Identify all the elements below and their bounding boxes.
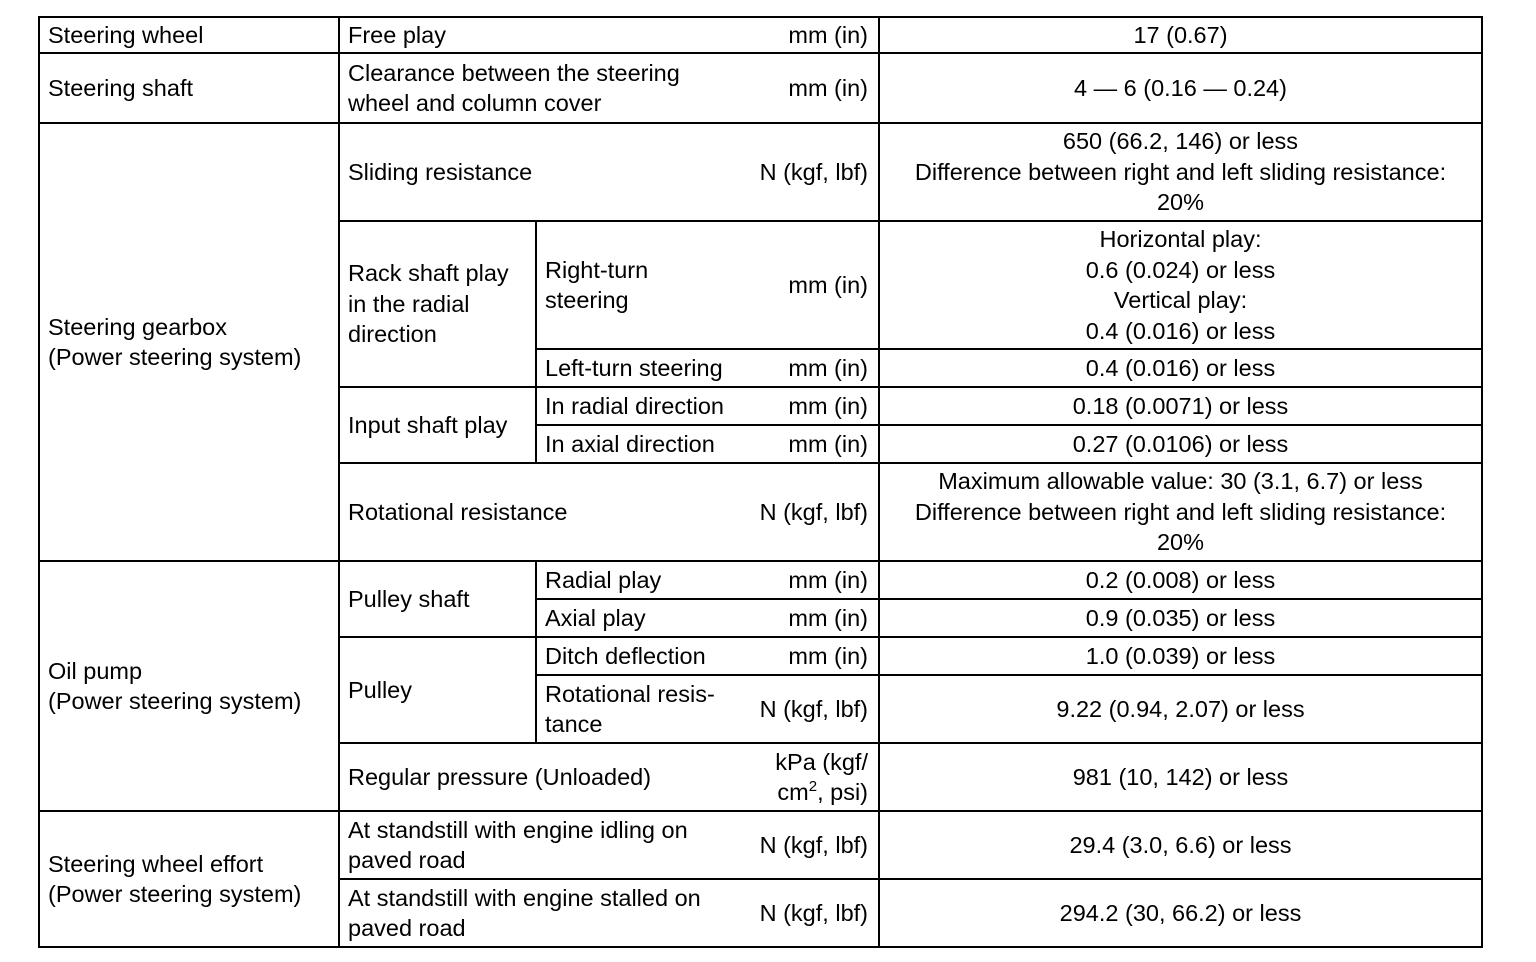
group-cell: Pulley shaft xyxy=(339,561,536,637)
description-cell: Regular pressure (Unloaded) xyxy=(339,743,751,811)
value-cell: 0.9 (0.035) or less xyxy=(879,599,1482,637)
unit-cell: mm (in) xyxy=(751,17,879,53)
unit-cell: mm (in) xyxy=(751,637,879,675)
description-cell: In axial direction xyxy=(536,425,751,463)
description-cell: Radial play xyxy=(536,561,751,599)
group-cell: Input shaft play xyxy=(339,387,536,463)
description-cell: Right-turn steering xyxy=(536,221,751,349)
unit-cell: N (kgf, lbf) xyxy=(751,463,879,561)
value-cell: 0.4 (0.016) or less xyxy=(879,349,1482,387)
value-cell: 1.0 (0.039) or less xyxy=(879,637,1482,675)
spec-table xyxy=(38,16,1483,948)
item-cell: Steering wheel effort (Power steering system) xyxy=(39,811,339,947)
description-cell: Free play xyxy=(339,17,751,53)
description-cell: Rotational resistance xyxy=(339,463,751,561)
unit-cell: mm (in) xyxy=(751,349,879,387)
description-cell: Axial play xyxy=(536,599,751,637)
description-cell: Rotational resis- tance xyxy=(536,675,751,743)
unit-cell: N (kgf, lbf) xyxy=(751,123,879,221)
value-cell: Maximum allowable value: 30 (3.1, 6.7) or less Difference between right and left sliding resistance: 20% xyxy=(879,463,1482,561)
item-cell: Steering gearbox (Power steering system) xyxy=(39,123,339,561)
description-cell: In radial direction xyxy=(536,387,751,425)
value-cell: 4 — 6 (0.16 — 0.24) xyxy=(879,53,1482,123)
unit-cell: mm (in) xyxy=(751,425,879,463)
table-row xyxy=(39,53,1482,123)
unit-line-2-post: , psi) xyxy=(817,779,868,805)
value-cell: 17 (0.67) xyxy=(879,17,1482,53)
value-cell: 9.22 (0.94, 2.07) or less xyxy=(879,675,1482,743)
value-cell: 0.18 (0.0071) or less xyxy=(879,387,1482,425)
value-cell: 650 (66.2, 146) or less Difference between right and left sliding resistance: 20% xyxy=(879,123,1482,221)
value-cell: 29.4 (3.0, 6.6) or less xyxy=(879,811,1482,879)
value-cell: 294.2 (30, 66.2) or less xyxy=(879,879,1482,947)
unit-cell: mm (in) xyxy=(751,599,879,637)
unit-cell: mm (in) xyxy=(751,561,879,599)
unit-line-1: kPa (kgf/ xyxy=(775,748,868,775)
table-row xyxy=(39,123,1482,221)
description-cell: Clearance between the steering wheel and column cover xyxy=(339,53,751,123)
item-cell: Steering wheel xyxy=(39,17,339,53)
unit-cell: N (kgf, lbf) xyxy=(751,675,879,743)
unit-cell: mm (in) xyxy=(751,53,879,123)
value-cell: 0.27 (0.0106) or less xyxy=(879,425,1482,463)
unit-line-2-pre: cm xyxy=(777,779,809,805)
table-row xyxy=(39,17,1482,53)
table-row xyxy=(39,811,1482,879)
group-cell: Pulley xyxy=(339,637,536,743)
unit-cell: N (kgf, lbf) xyxy=(751,879,879,947)
value-cell: 981 (10, 142) or less xyxy=(879,743,1482,811)
unit-cell: N (kgf, lbf) xyxy=(751,811,879,879)
description-cell: At standstill with engine stalled on paved road xyxy=(339,879,751,947)
unit-superscript: 2 xyxy=(808,778,818,796)
description-cell: Left-turn steering xyxy=(536,349,751,387)
value-cell: Horizontal play: 0.6 (0.024) or less Vertical play: 0.4 (0.016) or less xyxy=(879,221,1482,349)
unit-cell: mm (in) xyxy=(751,221,879,349)
description-cell: At standstill with engine idling on paved road xyxy=(339,811,751,879)
unit-cell xyxy=(751,743,879,811)
item-cell: Oil pump (Power steering system) xyxy=(39,561,339,811)
item-cell: Steering shaft xyxy=(39,53,339,123)
table-row xyxy=(39,561,1482,599)
unit-cell: mm (in) xyxy=(751,387,879,425)
group-cell: Rack shaft play in the radial direction xyxy=(339,221,536,387)
value-cell: 0.2 (0.008) or less xyxy=(879,561,1482,599)
description-cell: Ditch deflection xyxy=(536,637,751,675)
description-cell: Sliding resistance xyxy=(339,123,751,221)
